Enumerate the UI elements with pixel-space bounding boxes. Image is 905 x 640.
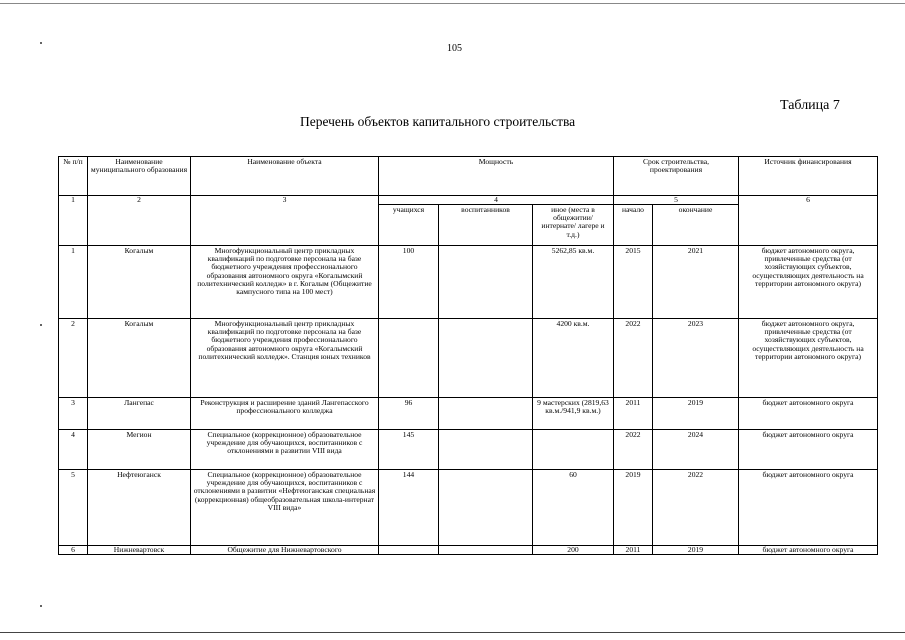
column-number: 4 [379, 196, 614, 205]
document-title: Перечень объектов капитального строительства [300, 114, 576, 129]
cell-other: 4200 кв.м. [533, 318, 614, 397]
cell-other: 200 [533, 545, 614, 554]
scan-edge-top [0, 3, 905, 4]
scan-speck [40, 324, 42, 326]
cell-start: 2019 [614, 469, 653, 545]
cell-pupils [439, 318, 533, 397]
table-row [59, 429, 878, 469]
cell-other: 5262,85 кв.м. [533, 245, 614, 318]
scan-speck [40, 42, 42, 44]
table-row [59, 245, 878, 318]
table-label: Таблица 7 [780, 98, 840, 113]
cell-num: 6 [59, 545, 88, 554]
table-row [59, 469, 878, 545]
cell-num: 5 [59, 469, 88, 545]
table-row [59, 397, 878, 429]
subheader-pupils: воспитанников [439, 204, 533, 245]
cell-object: Специальное (коррекционное) образовательное учреждение для обучающихся, воспитанников с отклонениями в развитии VIII вида [191, 429, 379, 469]
cell-end: 2023 [653, 318, 739, 397]
subheader-start: начало [614, 204, 653, 245]
column-number: 1 [59, 196, 88, 246]
cell-funding: бюджет автономного округа [739, 545, 878, 554]
cell-num: 4 [59, 429, 88, 469]
cell-pupils [439, 545, 533, 554]
cell-students: 100 [379, 245, 439, 318]
subheader-end: окончание [653, 204, 739, 245]
cell-other: 60 [533, 469, 614, 545]
header-row [59, 157, 878, 196]
column-number: 3 [191, 196, 379, 246]
cell-municipality: Когалым [88, 245, 191, 318]
cell-object: Многофункциональный центр прикладных квалификаций по подготовке персонала на базе бюджетного учреждения профессионального образования автономного округа «Когалымский политехнический колледж» в г. Когалым (Общежитие кампусного типа на 100 мест) [191, 245, 379, 318]
cell-start: 2015 [614, 245, 653, 318]
cell-municipality: Нижневартовск [88, 545, 191, 554]
header-object: Наименование объекта [191, 157, 379, 196]
cell-students: 144 [379, 469, 439, 545]
cell-start: 2011 [614, 397, 653, 429]
cell-num: 1 [59, 245, 88, 318]
cell-end: 2019 [653, 397, 739, 429]
cell-students: 96 [379, 397, 439, 429]
table-row [59, 318, 878, 397]
cell-municipality: Когалым [88, 318, 191, 397]
column-number: 5 [614, 196, 739, 205]
column-number: 2 [88, 196, 191, 246]
cell-start: 2011 [614, 545, 653, 554]
capital-construction-table [58, 156, 878, 555]
table-row [59, 545, 878, 554]
cell-students [379, 545, 439, 554]
cell-object: Многофункциональный центр прикладных квалификаций по подготовке персонала на базе бюджетного учреждения профессионального образования автономного округа «Когалымский политехнический колледж». Станция юных техников [191, 318, 379, 397]
cell-start: 2022 [614, 429, 653, 469]
subheader-other: иное (места в общежитии/ интернате/ лагере и т.д.) [533, 204, 614, 245]
cell-end: 2021 [653, 245, 739, 318]
cell-end: 2019 [653, 545, 739, 554]
header-period: Срок строительства, проектирования [614, 157, 739, 196]
cell-num: 2 [59, 318, 88, 397]
cell-other: 9 мастерских (2819,63 кв.м./941,9 кв.м.) [533, 397, 614, 429]
page-number: 105 [447, 43, 462, 54]
scan-edge-bottom [0, 632, 905, 633]
header-municipality: Наименование муниципального образования [88, 157, 191, 196]
cell-students: 145 [379, 429, 439, 469]
cell-pupils [439, 397, 533, 429]
cell-funding: бюджет автономного округа [739, 469, 878, 545]
cell-students [379, 318, 439, 397]
cell-start: 2022 [614, 318, 653, 397]
cell-funding: бюджет автономного округа [739, 397, 878, 429]
cell-funding: бюджет автономного округа, привлеченные средства (от хозяйствующих субъектов, осуществляющих деятельность на территории автономного округа) [739, 245, 878, 318]
header-capacity: Мощность [379, 157, 614, 196]
cell-funding: бюджет автономного округа [739, 429, 878, 469]
cell-municipality: Нефтеюганск [88, 469, 191, 545]
cell-municipality: Лангепас [88, 397, 191, 429]
cell-funding: бюджет автономного округа, привлеченные средства (от хозяйствующих субъектов, осуществляющих деятельность на территории автономного округа) [739, 318, 878, 397]
cell-object: Общежитие для Нижневартовского [191, 545, 379, 554]
column-number-row [59, 196, 878, 205]
cell-municipality: Мегион [88, 429, 191, 469]
cell-other [533, 429, 614, 469]
column-number: 6 [739, 196, 878, 246]
cell-object: Реконструкция и расширение зданий Лангепасского профессионального колледжа [191, 397, 379, 429]
header-num: № п/п [59, 157, 88, 196]
cell-end: 2024 [653, 429, 739, 469]
cell-object: Специальное (коррекционное) образовательное учреждение для обучающихся, воспитанников с отклонениями в развитии «Нефтеюганская специальная (коррекционная) общеобразовательная школа-интернат VIII вида» [191, 469, 379, 545]
cell-pupils [439, 469, 533, 545]
scan-speck [40, 605, 42, 607]
cell-end: 2022 [653, 469, 739, 545]
cell-pupils [439, 245, 533, 318]
cell-num: 3 [59, 397, 88, 429]
cell-pupils [439, 429, 533, 469]
subheader-students: учащихся [379, 204, 439, 245]
header-funding: Источник финансирования [739, 157, 878, 196]
